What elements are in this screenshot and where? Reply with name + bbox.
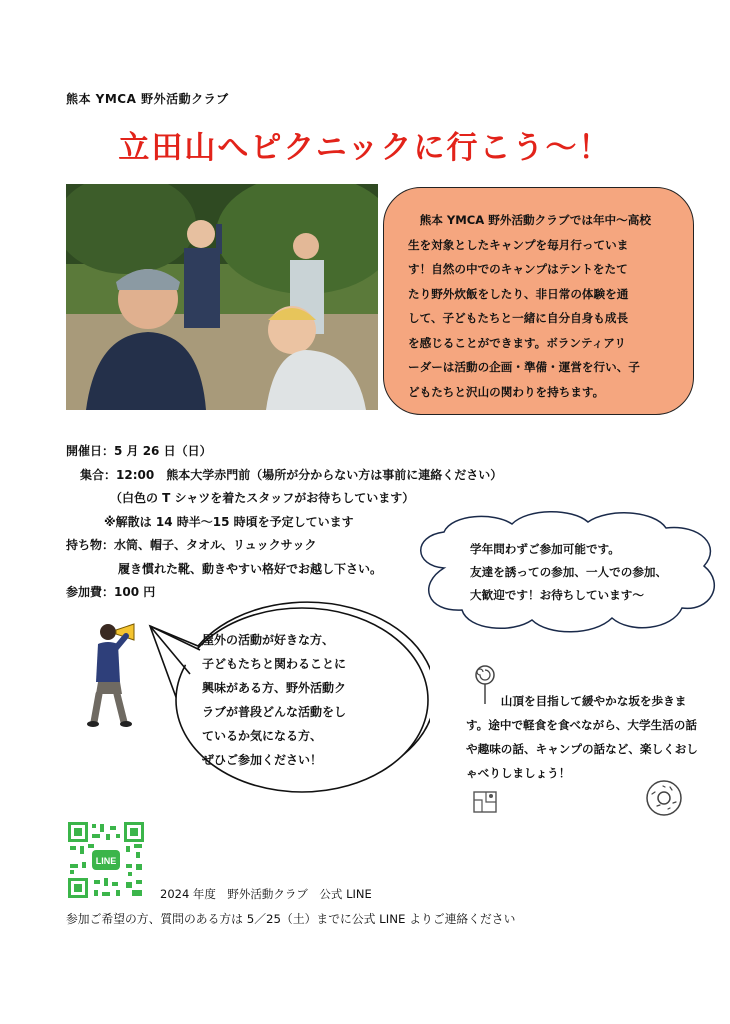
cloud-line: 友達を誘っての参加、一人での参加、 [470, 565, 668, 579]
line-caption: 2024 年度 野外活動クラブ 公式 LINE [160, 887, 372, 901]
megaphone-person-illustration [86, 618, 142, 728]
intro-line: す！自然の中でのキャンプはテントをたて [408, 262, 628, 276]
intro-line: して、子どもたちと一緒に自分自身も成長 [408, 311, 629, 325]
intro-line: ーダーは活動の企画・準備・運営を行い、子 [408, 360, 640, 374]
contact-info: 参加ご希望の方、質問のある方は 5／25（土）までに公式 LINE よりご連絡ください [66, 912, 516, 926]
cloud-text [470, 538, 710, 607]
donut-icon [644, 778, 684, 818]
cloud-line: 学年問わずご参加可能です。 [470, 542, 620, 556]
bubble-line: 子どもたちと関わることに [202, 657, 347, 671]
event-date: 開催日：5 月 26 日（日） [66, 444, 212, 458]
map-icon [472, 788, 498, 814]
event-meeting: 集合：12:00 熊本大学赤門前（場所が分からない方は事前に連絡ください） [80, 467, 503, 482]
bubble-line: 興味がある方、野外活動ク [202, 681, 347, 695]
intro-line: たり野外炊飯をしたり、非日常の体験を通 [408, 286, 629, 301]
bubble-line: ぜひご参加ください！ [202, 753, 323, 767]
line-qr-code[interactable] [66, 820, 146, 900]
intro-box [383, 187, 694, 415]
bubble-line: ラブが普段どんな活動をし [202, 705, 347, 719]
walk-text: 山頂を目指して緩やかな坂を歩きます。途中で軽食を食べながら、大学生活の話や趣味の話、キャンプの話など、楽しくおしゃべりしましょう！ [466, 694, 698, 780]
bubble-line: 屋外の活動が好きな方、 [202, 633, 335, 647]
bubble-text [202, 628, 402, 772]
qr-logo-text: LINE [95, 856, 117, 866]
organization-name: 熊本 YMCA 野外活動クラブ [66, 92, 229, 106]
event-dismissal: ※解散は 14 時半～15 時頃を予定しています [104, 514, 354, 529]
intro-line: を感じることができます。ボランティアリ [408, 335, 626, 350]
bubble-line: ているか気になる方、 [202, 729, 323, 743]
group-photo [66, 184, 378, 410]
page-title: 立田山へピクニックに行こう～！ [118, 130, 612, 166]
event-belongings: 持ち物：水筒、帽子、タオル、リュックサック [66, 538, 317, 552]
event-meeting-note: （白色の T シャツを着たスタッフがお待ちしています） [110, 491, 415, 505]
event-fee: 参加費：100 円 [66, 585, 156, 599]
intro-line: 生を対象としたキャンプを毎月行っていま [408, 237, 629, 252]
intro-line: どもたちと沢山の関わりを持ちます。 [408, 384, 605, 399]
event-belongings-note: 履き慣れた靴、動きやすい格好でお越し下さい。 [118, 561, 383, 576]
intro-line: 熊本 YMCA 野外活動クラブでは年中～高校 [419, 213, 651, 227]
cloud-line: 大歓迎です！お待ちしています～ [470, 588, 644, 602]
